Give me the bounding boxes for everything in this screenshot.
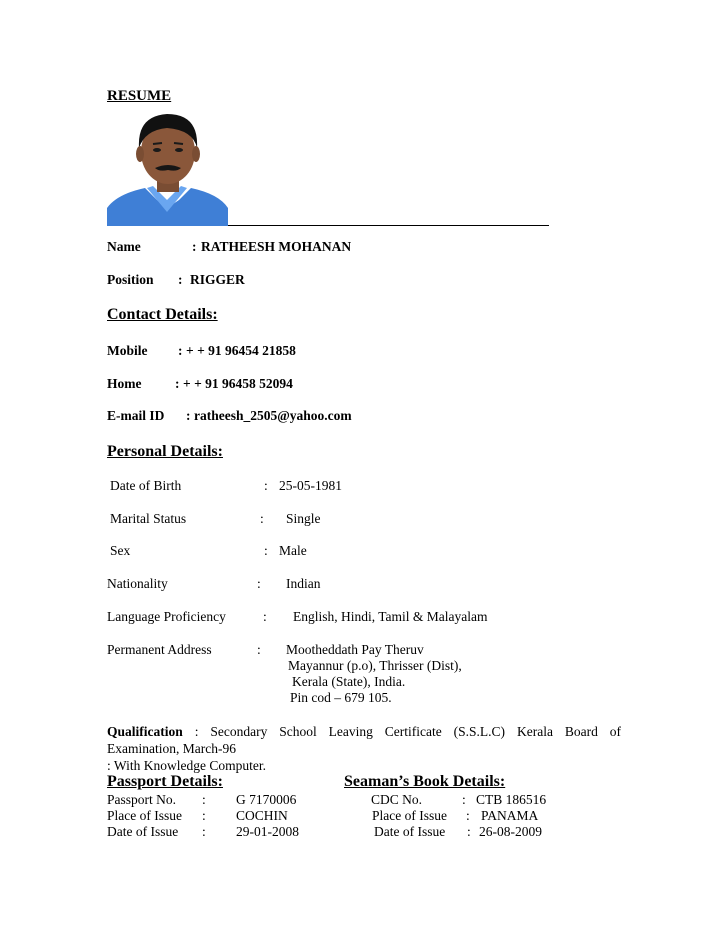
passport-date-sep: :: [202, 824, 206, 839]
nationality-label: Nationality: [107, 576, 168, 591]
language-value: English, Hindi, Tamil & Malayalam: [293, 609, 488, 624]
personal-heading: Personal Details:: [107, 443, 223, 460]
marital-label: Marital Status: [110, 511, 187, 526]
home-value: + + 91 96458 52094: [183, 376, 293, 391]
nationality-sep: :: [257, 576, 261, 591]
profile-photo: [107, 108, 228, 226]
language-label: Language Proficiency: [107, 609, 226, 624]
passport-no-sep: :: [202, 792, 206, 807]
position-label: Position: [107, 272, 154, 287]
qualification-line-1: [107, 723, 621, 740]
name-label: Name: [107, 239, 141, 254]
cdc-date-label: Date of Issue: [374, 824, 446, 839]
header-rule: [228, 225, 549, 226]
email-sep: :: [186, 408, 191, 423]
seaman-heading: Seaman’s Book Details:: [344, 773, 506, 790]
sex-label: Sex: [110, 543, 131, 558]
home-sep: :: [175, 376, 180, 391]
cdc-place-value: PANAMA: [481, 808, 539, 823]
cdc-date-value: 26-08-2009: [479, 824, 542, 839]
resume-title: RESUME: [107, 88, 172, 104]
passport-place-sep: :: [202, 808, 206, 823]
name-sep: :: [192, 239, 197, 254]
marital-value: Single: [286, 511, 321, 526]
dob-value: 25-05-1981: [279, 478, 342, 493]
address-line-2: Mayannur (p.o), Thrisser (Dist),: [288, 658, 462, 673]
passport-place-value: COCHIN: [236, 808, 288, 823]
cdc-no-value: CTB 186516: [476, 792, 547, 807]
address-line-4: Pin cod – 679 105.: [290, 690, 392, 705]
passport-date-label: Date of Issue: [107, 824, 179, 839]
qualification-line-3: : With Knowledge Computer.: [107, 758, 266, 773]
cdc-place-sep: :: [466, 808, 470, 823]
person-photo-icon: [107, 108, 228, 226]
cdc-place-label: Place of Issue: [372, 808, 447, 823]
qualification-text: : Secondary School Leaving Certificate (S.S.L.C) Kerala Board of: [194, 724, 621, 739]
address-line-1: Mootheddath Pay Theruv: [286, 642, 424, 657]
passport-place-label: Place of Issue: [107, 808, 182, 823]
passport-heading: Passport Details:: [107, 773, 223, 790]
mobile-label: Mobile: [107, 343, 148, 358]
passport-date-value: 29-01-2008: [236, 824, 299, 839]
nationality-value: Indian: [286, 576, 321, 591]
qualification-label: Qualification: [107, 724, 183, 739]
cdc-date-sep: :: [467, 824, 471, 839]
home-label: Home: [107, 376, 142, 391]
position-sep: :: [178, 272, 183, 287]
dob-label: Date of Birth: [110, 478, 182, 493]
mobile-value: + + 91 96454 21858: [186, 343, 296, 358]
mobile-sep: :: [178, 343, 183, 358]
passport-no-value: G 7170006: [236, 792, 297, 807]
address-sep: :: [257, 642, 261, 657]
position-value: RIGGER: [190, 272, 245, 287]
address-label: Permanent Address: [107, 642, 212, 657]
passport-no-label: Passport No.: [107, 792, 177, 807]
cdc-no-label: CDC No.: [371, 792, 423, 807]
dob-sep: :: [264, 478, 268, 493]
name-value: RATHEESH MOHANAN: [201, 239, 352, 254]
language-sep: :: [263, 609, 267, 624]
marital-sep: :: [260, 511, 264, 526]
email-value: ratheesh_2505@yahoo.com: [194, 408, 352, 423]
qualification-line-2: Examination, March-96: [107, 741, 236, 756]
sex-sep: :: [264, 543, 268, 558]
contact-heading: Contact Details:: [107, 306, 218, 323]
email-label: E-mail ID: [107, 408, 165, 423]
sex-value: Male: [279, 543, 307, 558]
cdc-no-sep: :: [462, 792, 466, 807]
address-line-3: Kerala (State), India.: [292, 674, 406, 689]
